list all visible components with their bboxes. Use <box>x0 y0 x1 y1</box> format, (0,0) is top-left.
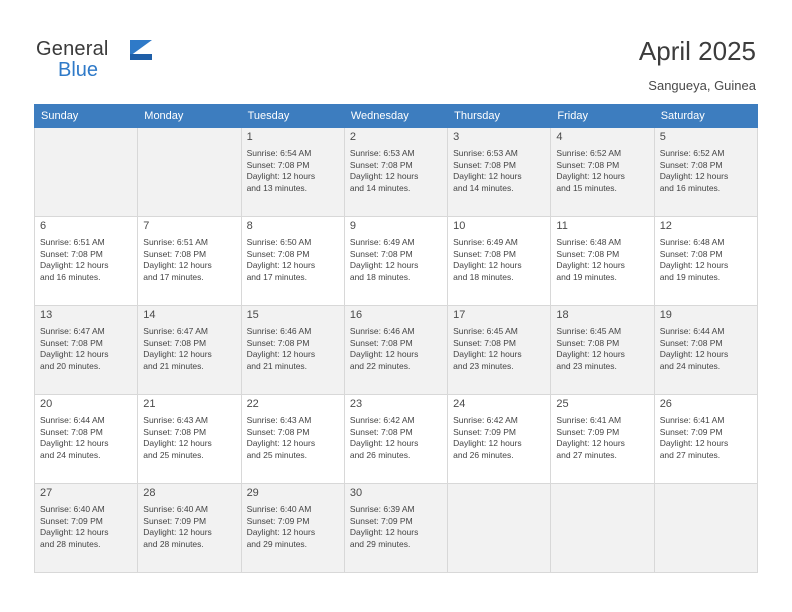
day-info-line: Sunrise: 6:39 AM <box>349 504 415 514</box>
day-info-line: Sunset: 7:09 PM <box>659 426 723 437</box>
calendar-day-cell[interactable] <box>35 395 138 484</box>
day-info-line: Daylight: 12 hours <box>246 171 316 182</box>
day-sun-info <box>660 148 752 194</box>
day-sun-info <box>143 326 235 372</box>
day-info-line: and 29 minutes. <box>246 538 308 549</box>
day-info-line: Sunset: 7:08 PM <box>143 426 207 437</box>
calendar-cell-empty <box>138 128 241 217</box>
day-number: 13 <box>40 309 53 321</box>
day-info-line: Sunrise: 6:40 AM <box>246 504 312 514</box>
day-info-line: Daylight: 12 hours <box>246 260 316 271</box>
day-sun-info <box>40 504 132 550</box>
day-info-line: and 23 minutes. <box>453 360 514 371</box>
day-info-line: Daylight: 12 hours <box>349 527 419 538</box>
day-number: 23 <box>349 398 363 410</box>
day-info-line: Daylight: 12 hours <box>453 260 522 271</box>
day-info-line: Sunrise: 6:43 AM <box>143 415 209 425</box>
calendar-table <box>34 104 758 573</box>
day-info-line: Sunset: 7:08 PM <box>349 248 413 259</box>
day-info-line: Sunrise: 6:50 AM <box>246 237 312 247</box>
day-sun-info <box>247 326 339 372</box>
calendar-day-cell[interactable] <box>241 217 344 306</box>
day-sun-info <box>453 326 545 372</box>
day-info-line: Sunset: 7:08 PM <box>349 337 413 348</box>
calendar-day-cell[interactable] <box>138 306 241 395</box>
day-info-line: and 14 minutes. <box>453 182 514 193</box>
day-info-line: Sunrise: 6:52 AM <box>556 148 622 158</box>
calendar-day-cell[interactable] <box>448 128 551 217</box>
day-info-line: Sunset: 7:08 PM <box>659 159 723 170</box>
calendar-day-cell[interactable] <box>344 217 447 306</box>
day-info-line: Daylight: 12 hours <box>556 349 625 360</box>
day-number: 3 <box>453 131 460 143</box>
day-sun-info <box>247 504 339 550</box>
calendar-cell-empty <box>551 484 654 573</box>
calendar-day-cell[interactable] <box>344 395 447 484</box>
day-info-line: and 26 minutes. <box>349 449 411 460</box>
day-info-line: Sunrise: 6:53 AM <box>453 148 518 158</box>
day-sun-info <box>556 326 648 372</box>
day-number: 30 <box>349 487 363 499</box>
day-info-line: Daylight: 12 hours <box>659 438 729 449</box>
calendar-day-cell[interactable] <box>344 306 447 395</box>
calendar-day-cell[interactable] <box>241 128 344 217</box>
day-info-line: Daylight: 12 hours <box>40 260 109 271</box>
day-info-line: Sunset: 7:08 PM <box>143 248 207 259</box>
day-info-line: and 16 minutes. <box>40 271 101 282</box>
day-info-line: Daylight: 12 hours <box>659 260 729 271</box>
day-sun-info <box>143 237 235 283</box>
calendar-day-cell[interactable] <box>35 306 138 395</box>
day-info-line: Daylight: 12 hours <box>453 438 522 449</box>
day-info-line: Sunset: 7:08 PM <box>246 426 310 437</box>
day-info-line: Daylight: 12 hours <box>349 260 419 271</box>
page-subtitle-location: Sangueya, Guinea <box>648 78 756 93</box>
calendar-day-cell[interactable] <box>344 484 447 573</box>
day-number: 7 <box>143 220 150 232</box>
day-info-line: Sunrise: 6:40 AM <box>143 504 209 514</box>
day-info-line: Daylight: 12 hours <box>556 171 625 182</box>
day-sun-info <box>247 148 339 194</box>
day-info-line: and 19 minutes. <box>659 271 721 282</box>
day-info-line: Daylight: 12 hours <box>143 527 212 538</box>
day-info-line: Sunrise: 6:46 AM <box>349 326 415 336</box>
day-info-line: and 25 minutes. <box>246 449 308 460</box>
calendar-day-cell[interactable] <box>654 395 757 484</box>
day-info-line: Sunset: 7:09 PM <box>143 515 207 526</box>
day-sun-info <box>40 326 132 372</box>
day-number: 26 <box>659 398 672 410</box>
day-number: 27 <box>40 487 53 499</box>
day-info-line: Daylight: 12 hours <box>556 438 625 449</box>
day-sun-info <box>556 415 648 461</box>
day-info-line: Daylight: 12 hours <box>246 438 316 449</box>
day-info-line: Sunrise: 6:47 AM <box>143 326 209 336</box>
day-info-line: Daylight: 12 hours <box>40 438 109 449</box>
day-info-line: Sunset: 7:08 PM <box>556 337 620 348</box>
day-info-line: and 21 minutes. <box>246 360 308 371</box>
day-info-line: and 29 minutes. <box>349 538 411 549</box>
calendar-week-row <box>35 484 758 573</box>
day-sun-info <box>350 326 442 372</box>
day-info-line: and 22 minutes. <box>349 360 411 371</box>
day-info-line: and 24 minutes. <box>659 360 721 371</box>
weekday-header-friday: Friday <box>551 105 654 128</box>
calendar-day-cell[interactable] <box>551 217 654 306</box>
day-info-line: and 20 minutes. <box>40 360 101 371</box>
day-sun-info <box>247 237 339 283</box>
day-sun-info <box>660 237 752 283</box>
calendar-day-cell[interactable] <box>551 128 654 217</box>
day-info-line: Daylight: 12 hours <box>453 171 522 182</box>
day-info-line: Sunrise: 6:47 AM <box>40 326 105 336</box>
calendar-day-cell[interactable] <box>654 128 757 217</box>
day-info-line: Sunset: 7:09 PM <box>40 515 103 526</box>
day-info-line: Sunrise: 6:45 AM <box>453 326 518 336</box>
day-info-line: Sunrise: 6:53 AM <box>349 148 415 158</box>
day-info-line: Daylight: 12 hours <box>659 349 729 360</box>
day-info-line: and 24 minutes. <box>40 449 101 460</box>
logo-text-blue: Blue <box>58 59 99 81</box>
day-info-line: Daylight: 12 hours <box>246 527 316 538</box>
day-number: 15 <box>246 309 259 321</box>
day-info-line: Sunset: 7:08 PM <box>453 248 516 259</box>
day-info-line: Sunrise: 6:44 AM <box>40 415 105 425</box>
day-number: 20 <box>40 398 53 410</box>
day-info-line: and 17 minutes. <box>143 271 204 282</box>
day-info-line: Daylight: 12 hours <box>143 349 212 360</box>
day-info-line: Sunset: 7:08 PM <box>246 337 310 348</box>
day-info-line: and 19 minutes. <box>556 271 617 282</box>
day-info-line: Sunrise: 6:46 AM <box>246 326 312 336</box>
day-info-line: Sunset: 7:08 PM <box>40 248 103 259</box>
day-number: 5 <box>659 131 666 143</box>
day-info-line: Daylight: 12 hours <box>556 260 625 271</box>
day-info-line: Sunset: 7:08 PM <box>40 426 103 437</box>
day-info-line: Sunset: 7:08 PM <box>659 337 723 348</box>
day-info-line: Sunrise: 6:51 AM <box>143 237 209 247</box>
day-info-line: Sunrise: 6:49 AM <box>349 237 415 247</box>
day-info-line: Daylight: 12 hours <box>143 438 212 449</box>
day-number: 19 <box>659 309 672 321</box>
day-info-line: Sunset: 7:09 PM <box>246 515 310 526</box>
day-info-line: Daylight: 12 hours <box>143 260 212 271</box>
calendar-day-cell[interactable] <box>551 395 654 484</box>
day-number: 17 <box>453 309 466 321</box>
calendar-day-cell[interactable] <box>35 217 138 306</box>
day-sun-info <box>453 148 545 194</box>
calendar-day-cell[interactable] <box>448 395 551 484</box>
day-sun-info <box>556 237 648 283</box>
general-blue-logo <box>36 38 216 88</box>
day-info-line: Daylight: 12 hours <box>659 171 729 182</box>
day-sun-info <box>660 415 752 461</box>
logo-text-general: General <box>36 38 109 60</box>
day-info-line: Sunrise: 6:41 AM <box>556 415 622 425</box>
day-info-line: Sunset: 7:08 PM <box>143 337 207 348</box>
calendar-day-cell[interactable] <box>35 484 138 573</box>
day-info-line: and 28 minutes. <box>40 538 101 549</box>
calendar-cell-empty <box>654 484 757 573</box>
day-sun-info <box>556 148 648 194</box>
day-sun-info <box>660 326 752 372</box>
calendar-week-row <box>35 395 758 484</box>
day-sun-info <box>453 415 545 461</box>
calendar-week-row <box>35 128 758 217</box>
day-info-line: Sunset: 7:08 PM <box>659 248 723 259</box>
weekday-header-thursday: Thursday <box>448 105 551 128</box>
day-number: 6 <box>40 220 47 232</box>
day-sun-info <box>143 415 235 461</box>
day-number: 14 <box>143 309 156 321</box>
day-info-line: Sunset: 7:08 PM <box>556 248 620 259</box>
calendar-day-cell[interactable] <box>654 306 757 395</box>
day-sun-info <box>350 237 442 283</box>
day-info-line: Sunset: 7:08 PM <box>453 159 516 170</box>
day-info-line: and 14 minutes. <box>349 182 411 193</box>
day-info-line: Sunset: 7:08 PM <box>246 159 310 170</box>
day-number: 22 <box>246 398 259 410</box>
day-info-line: Sunset: 7:08 PM <box>349 159 413 170</box>
day-number: 1 <box>246 131 253 143</box>
weekday-header-sunday: Sunday <box>35 105 138 128</box>
day-number: 16 <box>349 309 363 321</box>
day-number: 9 <box>349 220 356 232</box>
calendar-day-cell[interactable] <box>241 484 344 573</box>
calendar-day-cell[interactable] <box>551 306 654 395</box>
day-info-line: and 23 minutes. <box>556 360 617 371</box>
day-info-line: Sunrise: 6:48 AM <box>556 237 622 247</box>
day-info-line: and 18 minutes. <box>453 271 514 282</box>
day-info-line: Sunrise: 6:40 AM <box>40 504 105 514</box>
day-number: 10 <box>453 220 466 232</box>
day-sun-info <box>247 415 339 461</box>
day-number: 11 <box>556 220 568 232</box>
day-info-line: Sunrise: 6:48 AM <box>659 237 725 247</box>
day-info-line: and 26 minutes. <box>453 449 514 460</box>
day-info-line: Daylight: 12 hours <box>349 171 419 182</box>
day-info-line: Daylight: 12 hours <box>349 349 419 360</box>
calendar-day-cell[interactable] <box>654 217 757 306</box>
calendar-cell-empty <box>35 128 138 217</box>
calendar-day-cell[interactable] <box>241 395 344 484</box>
day-info-line: Sunset: 7:08 PM <box>453 337 516 348</box>
day-info-line: and 16 minutes. <box>659 182 721 193</box>
day-info-line: Daylight: 12 hours <box>349 438 419 449</box>
weekday-header-saturday: Saturday <box>654 105 757 128</box>
calendar-day-cell[interactable] <box>138 484 241 573</box>
day-info-line: Sunset: 7:09 PM <box>349 515 413 526</box>
day-sun-info <box>453 237 545 283</box>
day-info-line: Sunrise: 6:51 AM <box>40 237 105 247</box>
day-info-line: and 21 minutes. <box>143 360 204 371</box>
day-number: 24 <box>453 398 466 410</box>
day-info-line: and 15 minutes. <box>556 182 617 193</box>
day-info-line: and 25 minutes. <box>143 449 204 460</box>
day-sun-info <box>40 237 132 283</box>
page-title: April 2025 <box>638 36 756 66</box>
weekday-header-tuesday: Tuesday <box>241 105 344 128</box>
day-number: 29 <box>246 487 259 499</box>
weekday-header-row <box>35 105 758 128</box>
day-sun-info <box>350 415 442 461</box>
page-header <box>0 0 792 104</box>
day-number: 25 <box>556 398 569 410</box>
calendar-day-cell[interactable] <box>138 217 241 306</box>
day-number: 2 <box>349 131 356 143</box>
calendar-cell-empty <box>448 484 551 573</box>
calendar-day-cell[interactable] <box>448 217 551 306</box>
day-info-line: Sunrise: 6:49 AM <box>453 237 518 247</box>
day-sun-info <box>350 504 442 550</box>
day-info-line: Sunset: 7:08 PM <box>349 426 413 437</box>
day-info-line: Daylight: 12 hours <box>246 349 316 360</box>
day-info-line: Sunrise: 6:42 AM <box>453 415 518 425</box>
calendar-day-cell[interactable] <box>448 306 551 395</box>
day-info-line: Daylight: 12 hours <box>40 349 109 360</box>
day-info-line: Sunrise: 6:43 AM <box>246 415 312 425</box>
day-info-line: Sunrise: 6:52 AM <box>659 148 725 158</box>
day-info-line: Sunset: 7:08 PM <box>556 159 620 170</box>
day-info-line: Daylight: 12 hours <box>40 527 109 538</box>
day-sun-info <box>40 415 132 461</box>
calendar-day-cell[interactable] <box>138 395 241 484</box>
day-number: 4 <box>556 131 563 143</box>
day-info-line: Sunset: 7:08 PM <box>40 337 103 348</box>
calendar-week-row <box>35 217 758 306</box>
day-info-line: and 17 minutes. <box>246 271 308 282</box>
day-number: 8 <box>246 220 253 232</box>
day-sun-info <box>143 504 235 550</box>
day-info-line: and 27 minutes. <box>556 449 617 460</box>
day-info-line: Sunset: 7:09 PM <box>556 426 620 437</box>
day-info-line: and 18 minutes. <box>349 271 411 282</box>
day-info-line: and 13 minutes. <box>246 182 308 193</box>
day-number: 28 <box>143 487 156 499</box>
day-sun-info <box>350 148 442 194</box>
day-info-line: Sunrise: 6:44 AM <box>659 326 725 336</box>
day-info-line: Sunrise: 6:41 AM <box>659 415 725 425</box>
calendar-day-cell[interactable] <box>241 306 344 395</box>
day-number: 12 <box>659 220 672 232</box>
day-number: 18 <box>556 309 569 321</box>
day-info-line: Sunrise: 6:54 AM <box>246 148 312 158</box>
weekday-header-monday: Monday <box>138 105 241 128</box>
day-info-line: Sunset: 7:08 PM <box>246 248 310 259</box>
day-info-line: and 28 minutes. <box>143 538 204 549</box>
calendar-day-cell[interactable] <box>344 128 447 217</box>
day-number: 21 <box>143 398 156 410</box>
day-info-line: and 27 minutes. <box>659 449 721 460</box>
day-info-line: Sunrise: 6:45 AM <box>556 326 622 336</box>
day-info-line: Daylight: 12 hours <box>453 349 522 360</box>
day-info-line: Sunset: 7:09 PM <box>453 426 516 437</box>
calendar-week-row <box>35 306 758 395</box>
logo-flag-base-icon <box>130 54 152 60</box>
day-info-line: Sunrise: 6:42 AM <box>349 415 415 425</box>
weekday-header-wednesday: Wednesday <box>344 105 447 128</box>
